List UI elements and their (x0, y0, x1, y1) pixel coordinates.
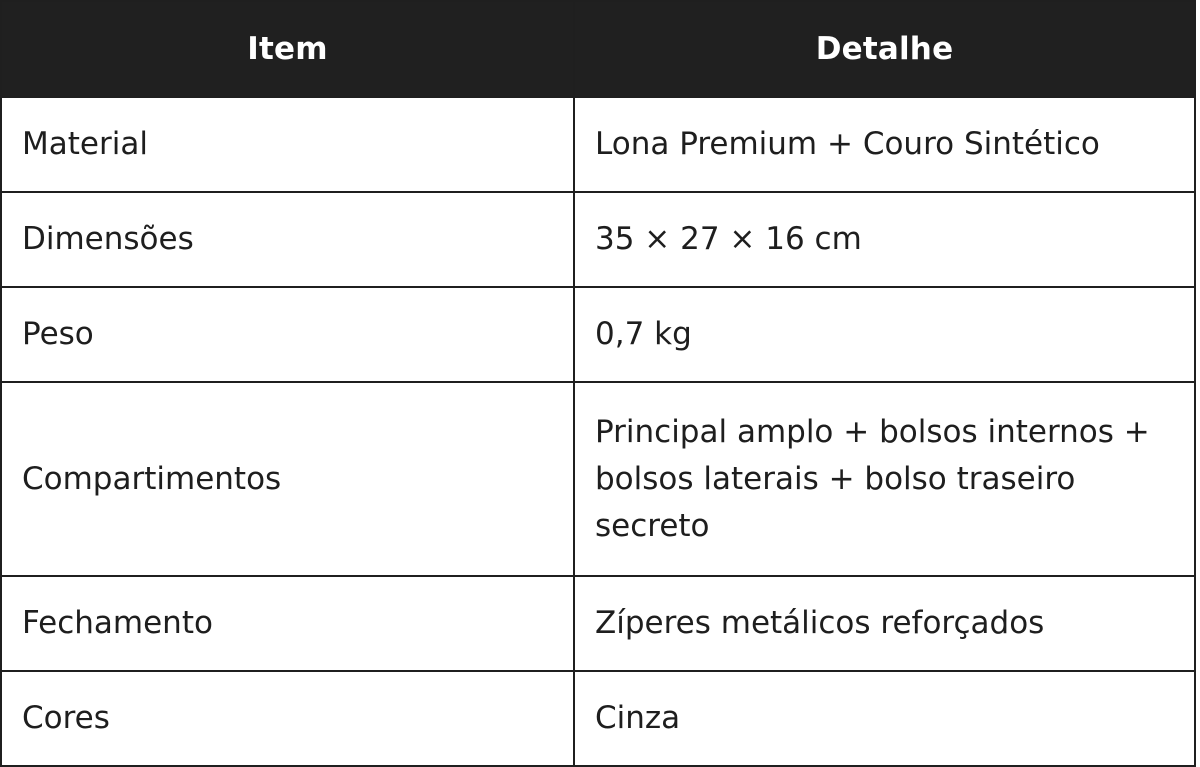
cell-item: Fechamento (1, 576, 574, 671)
table-row (1, 192, 1195, 287)
cell-detail: 35 × 27 × 16 cm (574, 192, 1195, 287)
cell-item: Compartimentos (1, 382, 574, 575)
table-row (1, 97, 1195, 192)
cell-detail: Principal amplo + bolsos internos + bolsos laterais + bolso traseiro secreto (574, 382, 1195, 575)
cell-item: Cores (1, 671, 574, 766)
table-row (1, 287, 1195, 382)
table-header-row (1, 1, 1195, 97)
cell-item: Dimensões (1, 192, 574, 287)
table-row (1, 671, 1195, 766)
table-row (1, 576, 1195, 671)
cell-item: Material (1, 97, 574, 192)
cell-detail: Lona Premium + Couro Sintético (574, 97, 1195, 192)
column-header-detail: Detalhe (574, 1, 1195, 97)
cell-detail: 0,7 kg (574, 287, 1195, 382)
table-row (1, 382, 1195, 575)
cell-detail: Cinza (574, 671, 1195, 766)
cell-detail: Zíperes metálicos reforçados (574, 576, 1195, 671)
cell-item: Peso (1, 287, 574, 382)
column-header-item: Item (1, 1, 574, 97)
